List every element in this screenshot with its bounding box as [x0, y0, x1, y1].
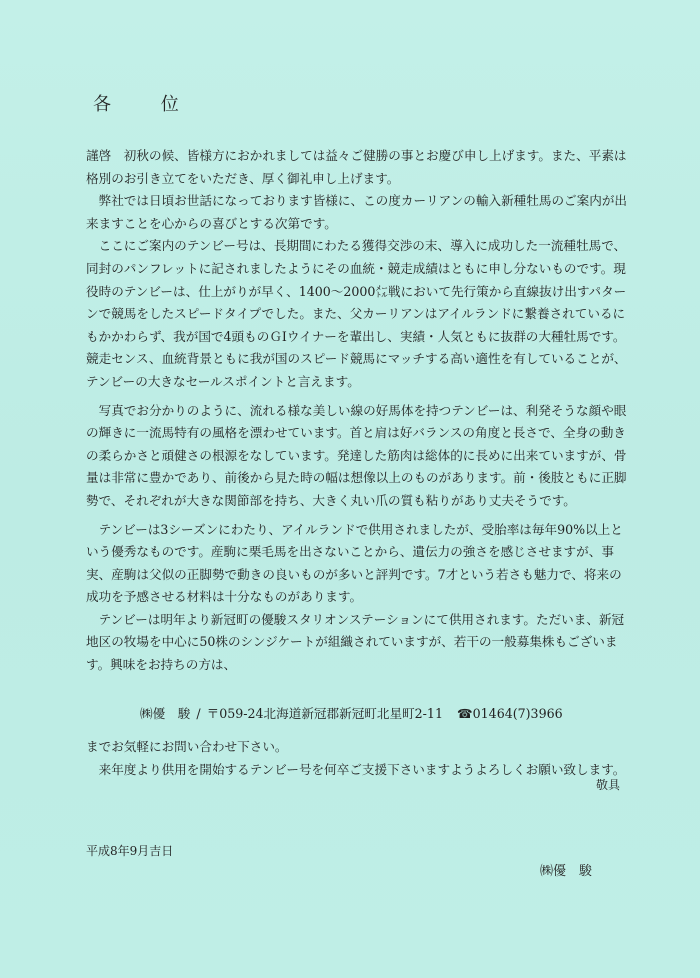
letter-date: 平成8年9月吉日: [86, 844, 174, 858]
contact-phone: ☎01464(7)3966: [456, 706, 563, 721]
paragraph-syndicate: テンビーは明年より新冠町の優駿スタリオンステーションにて供用されます。ただいま、新冠地区の牧場を中心に50株のシンジケートが組織されていますが、若干の一般募集株もございます。興味をお持ちの方は、: [86, 611, 625, 673]
closing-word: 敬具: [596, 778, 621, 792]
closing-line-request: 来年度より供用を開始するテンビー号を何卒ご支援下さいますようよろしくお願い致します。: [98, 761, 626, 777]
contact-address: 〒059-24北海道新冠郡新冠町北星町2-11: [206, 706, 443, 721]
salutation: 各 位: [93, 94, 201, 115]
contact-company: ㈱優 駿: [140, 706, 191, 721]
closing-line-inquiry: までお気軽にお問い合わせ下さい。: [86, 739, 288, 754]
signature: ㈱優 駿: [540, 864, 593, 879]
paragraph-stud-record: テンビーは3シーズンにわたり、アイルランドで供用されましたが、受胎率は毎年90%以上という優秀なものです。産駒に栗毛馬を出さないことから、遺伝力の強さを感じさせますが、事実、産駒は父似の正脚勢で動きの良いものが多いと評判です。7才という若さも魅力で、将来の成功を予感させる材料は十分なものがあります。: [86, 521, 623, 605]
paragraph-introduction: 弊社では日頃お世話になっております皆様に、この度カーリアンの輸入新種牡馬のご案内が出来ますことを心からの喜びとする次第です。: [86, 193, 628, 231]
paragraph-conformation: 写真でお分かりのように、流れる様な美しい線の好馬体を持つテンビーは、利発そうな顔や眼の輝きに一流馬特有の風格を漂わせています。首と肩は好バランスの角度と長さで、全身の動きの柔らかさと頑健さの根源をなしています。発達した筋肉は総体的に長めに出来ていますが、骨量は非常に豊かであり、前後から見た時の幅は想像以上のものがあります。前・後肢ともに正脚勢で、それぞれが大きな関節部を持ち、大きく丸い爪の質も粘りがあり丈夫そうです。: [86, 402, 627, 508]
paragraph-stallion-overview: ここにご案内のテンビー号は、長期間にわたる獲得交渉の末、導入に成功した一流種牡馬で、同封のパンフレットに記されましたようにその血統・競走成績はともに申し分ないものです。現役時のテンビーは、仕上がりが早く、1400～2000㍍戦において先行策から直線抜け出すパターンで競馬をしたスピードタイプでした。また、父カーリアンはアイルランドに繋養されているにもかかわらず、我が国で4頭ものＧⅠウイナーを輩出し、実績・人気ともに抜群の大種牡馬です。競走センス、血統背景ともに我が国のスピード競馬にマッチする高い適性を有していることが、テンビーの大きなセールスポイントと言えます。: [86, 238, 627, 389]
letter-body: [86, 145, 631, 677]
contact-line: [140, 704, 563, 724]
paragraph-greeting: 謹啓 初秋の候、皆様方におかれましては益々ご健勝の事とお慶び申し上げます。また、平素は格別のお引き立てをいただき、厚く御礼申し上げます。: [86, 148, 627, 186]
contact-separator: /: [196, 706, 201, 721]
closing-block: [86, 736, 631, 781]
